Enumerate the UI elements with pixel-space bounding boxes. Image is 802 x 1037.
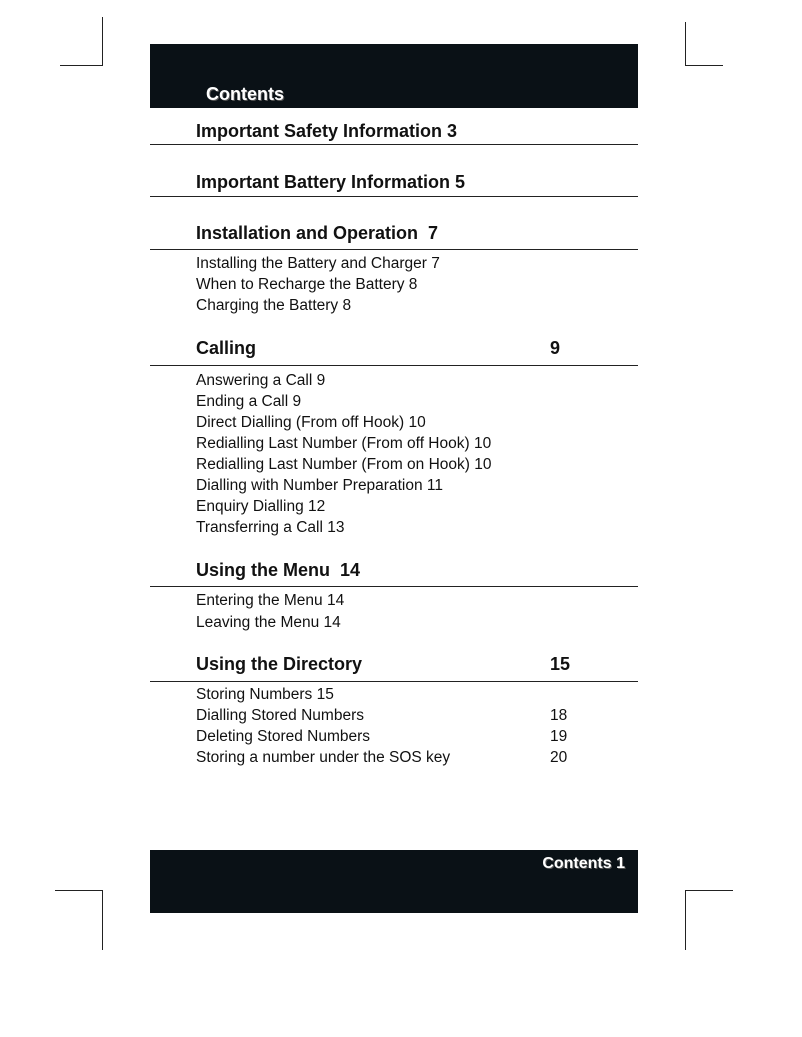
toc-section-safety: Important Safety Information 3	[196, 121, 458, 141]
toc-entry: Entering the Menu 14	[196, 592, 345, 609]
section-divider	[150, 249, 638, 250]
toc-entry: Enquiry Dialling 12	[196, 498, 326, 515]
crop-mark	[685, 890, 686, 950]
toc-section-page: 15	[550, 654, 571, 674]
page-footer-label: Contents 1	[542, 855, 625, 872]
toc-section-battery: Important Battery Information 5	[196, 172, 466, 192]
toc-entry: When to Recharge the Battery 8	[196, 276, 418, 293]
section-divider	[150, 365, 638, 366]
toc-entry: Dialling with Number Preparation 11	[196, 477, 443, 494]
toc-entry: Storing a number under the SOS key	[196, 749, 451, 766]
toc-section-installation: Installation and Operation 7	[196, 223, 439, 243]
toc-section-calling: Calling	[196, 338, 257, 358]
toc-entry: Leaving the Menu 14	[196, 614, 341, 631]
crop-mark	[685, 65, 723, 66]
footer-bar	[150, 850, 638, 913]
toc-entry-page: 20	[550, 749, 568, 766]
crop-mark	[102, 17, 103, 65]
crop-mark	[685, 890, 733, 891]
section-divider	[150, 196, 638, 197]
toc-entry: Installing the Battery and Charger 7	[196, 255, 440, 272]
section-divider	[150, 681, 638, 682]
toc-entry: Direct Dialling (From off Hook) 10	[196, 414, 426, 431]
toc-entry: Redialling Last Number (From off Hook) 10	[196, 435, 492, 452]
toc-entry: Ending a Call 9	[196, 393, 302, 410]
toc-section-page: 9	[550, 338, 561, 358]
toc-entry: Transferring a Call 13	[196, 519, 345, 536]
toc-entry: Answering a Call 9	[196, 372, 326, 389]
section-divider	[150, 144, 638, 145]
header-bar	[150, 44, 638, 108]
crop-mark	[102, 890, 103, 950]
section-divider	[150, 586, 638, 587]
page-title: Contents	[206, 84, 284, 104]
toc-entry: Dialling Stored Numbers	[196, 707, 364, 724]
toc-entry: Redialling Last Number (From on Hook) 10	[196, 456, 492, 473]
toc-entry-page: 18	[550, 707, 568, 724]
toc-entry: Deleting Stored Numbers	[196, 728, 371, 745]
toc-entry: Charging the Battery 8	[196, 297, 352, 314]
toc-section-menu: Using the Menu 14	[196, 560, 361, 580]
toc-section-directory: Using the Directory	[196, 654, 363, 674]
crop-mark	[55, 890, 103, 891]
toc-entry-page: 19	[550, 728, 568, 745]
crop-mark	[60, 65, 103, 66]
crop-mark	[685, 22, 686, 65]
toc-entry: Storing Numbers 15	[196, 686, 334, 703]
